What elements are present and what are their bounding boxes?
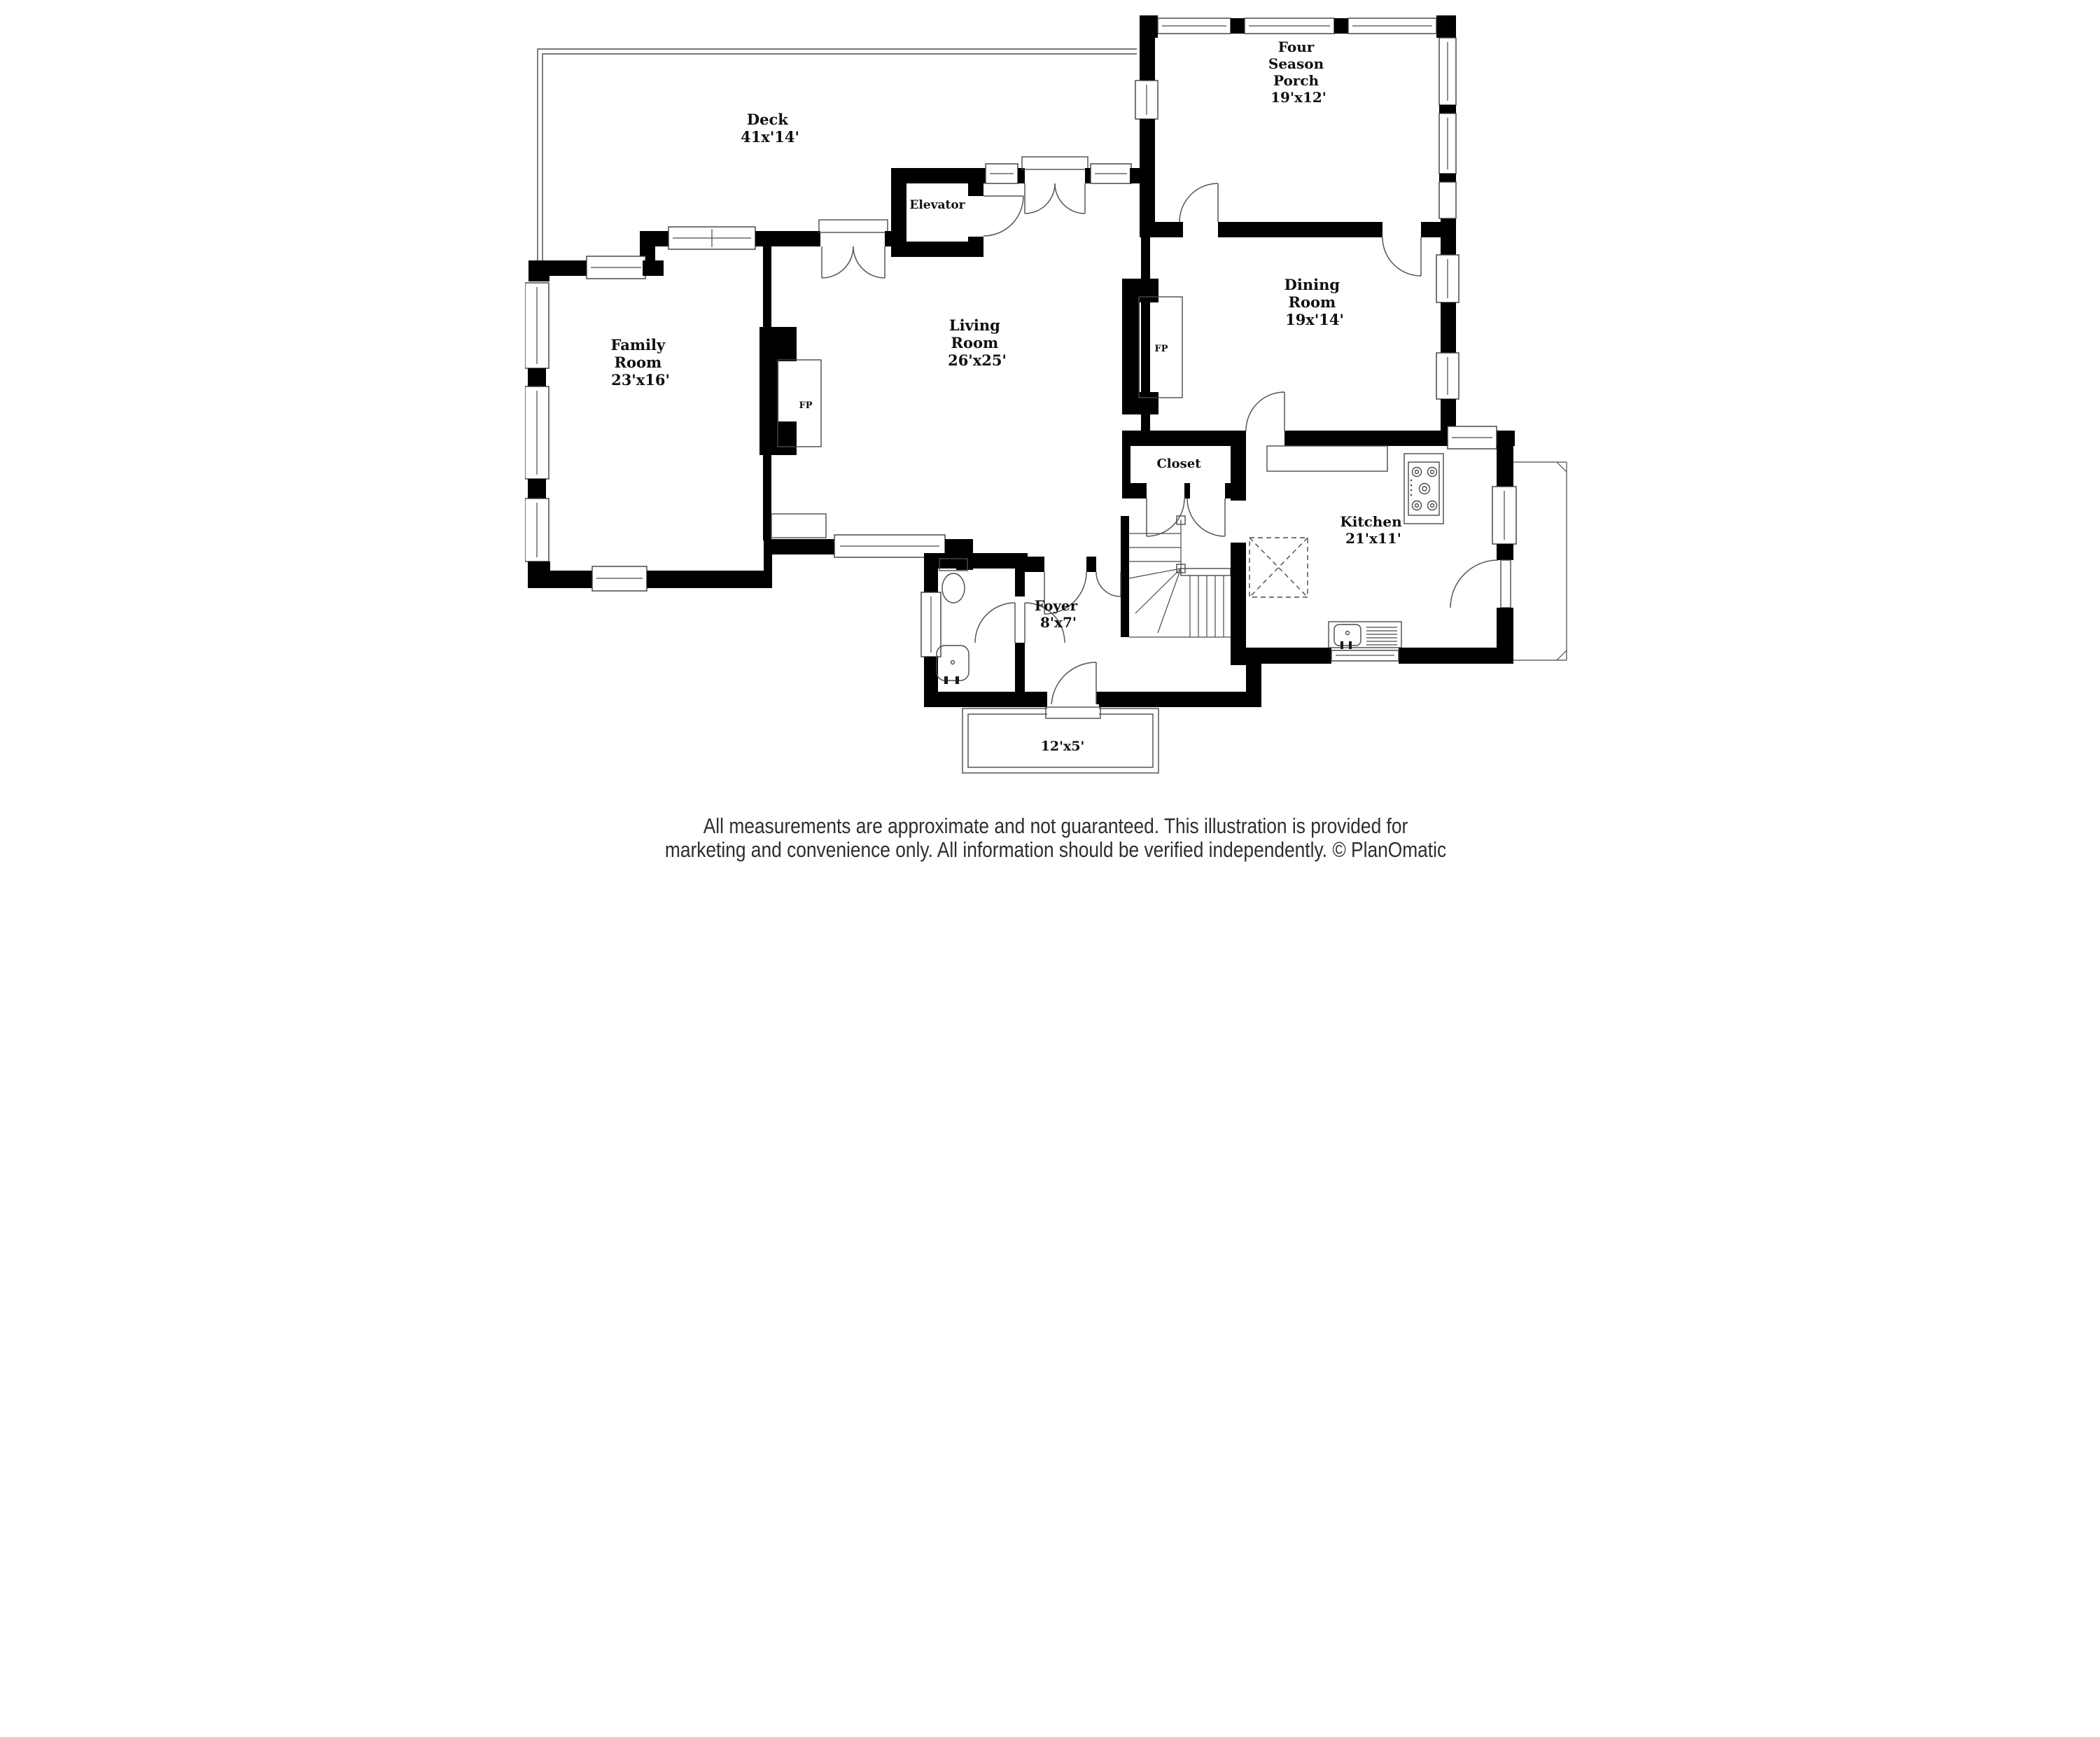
sink-icon — [1329, 622, 1401, 649]
closet-label: Closet — [1156, 456, 1201, 471]
family-name-2: Room — [614, 354, 662, 371]
door-swing — [975, 603, 1015, 643]
kitchen-room — [1246, 426, 1516, 664]
door-swing — [1187, 498, 1225, 536]
elevator-label: Elevator — [909, 198, 965, 212]
door-leaf — [1501, 560, 1511, 608]
stairs-icon — [1121, 516, 1246, 665]
deck-area — [538, 49, 1137, 260]
four-season-porch — [1135, 15, 1456, 234]
door-swing — [983, 196, 1023, 236]
porch-name-2: Season — [1268, 55, 1324, 72]
fireplace-icon — [760, 327, 821, 455]
dining-name-1: Dining — [1284, 276, 1340, 293]
living-name-2: Room — [951, 334, 999, 351]
deck-dims: 41x'14' — [741, 128, 799, 146]
door-swing — [1246, 392, 1284, 431]
deck-label — [741, 111, 799, 146]
living-name-1: Living — [948, 316, 1000, 334]
floor-plan-canvas — [525, 0, 1575, 868]
pantry-dashed-box — [1250, 538, 1308, 597]
disclaimer-line-2: marketing and convenience only. All information should be verified independently. © PlanOmatic — [664, 838, 1447, 863]
closet-room — [1122, 431, 1246, 536]
floor-plan-page — [525, 0, 1575, 868]
living-room — [640, 157, 1142, 540]
door-swing — [853, 246, 885, 278]
deck-outline — [538, 49, 1137, 260]
dining-dims: 19x'14' — [1285, 311, 1344, 328]
kitchen-label — [1340, 513, 1406, 547]
side-deck-area — [1513, 462, 1567, 660]
family-label — [610, 336, 670, 389]
door-swing — [1096, 572, 1121, 597]
family-room — [525, 256, 772, 591]
fireplace-icon — [1122, 279, 1182, 414]
family-dims: 23'x16' — [611, 371, 670, 389]
stair-rail — [1181, 568, 1231, 575]
cooktop-icon — [1404, 454, 1443, 524]
living-dims: 26'x25' — [948, 351, 1007, 369]
porch-label — [1268, 39, 1329, 106]
living-label — [948, 316, 1007, 369]
porch-dims: 19'x12' — [1270, 89, 1326, 106]
door-swing — [1450, 560, 1498, 608]
stoop-dims: 12'x5' — [1040, 739, 1085, 754]
foyer-dims: 8'x7' — [1040, 614, 1077, 631]
door-threshold — [1022, 157, 1088, 169]
dining-label — [1284, 276, 1345, 328]
kitchen-counter — [1267, 446, 1387, 471]
foyer-name: Foyer — [1034, 597, 1078, 614]
foyer-room — [928, 516, 1261, 707]
front-door-swing — [1051, 662, 1096, 707]
door-swing — [1025, 183, 1055, 214]
door-swing — [1055, 183, 1085, 214]
porch-name-1: Four — [1278, 39, 1315, 55]
porch-name-3: Porch — [1273, 72, 1320, 89]
hearth-box — [771, 514, 826, 538]
fireplace-label: FP — [1154, 344, 1168, 354]
door-swing — [1180, 183, 1218, 222]
bathroom-sink-icon — [937, 646, 969, 684]
door-swing — [1147, 498, 1184, 536]
door-swing — [822, 246, 853, 278]
disclaimer-line-1: All measurements are approximate and not guaranteed. This illustration is provided for — [703, 814, 1408, 839]
fireplace-label: FP — [799, 400, 813, 411]
deck-name: Deck — [746, 111, 788, 128]
disclaimer — [665, 814, 1446, 862]
family-name-1: Family — [610, 336, 666, 354]
kitchen-name: Kitchen — [1340, 513, 1402, 530]
dining-name-2: Room — [1288, 293, 1336, 311]
front-stoop — [962, 704, 1158, 773]
window — [1439, 182, 1456, 218]
door-threshold — [819, 220, 888, 232]
door-swing — [1382, 237, 1421, 276]
kitchen-dims: 21'x11' — [1345, 530, 1401, 547]
foyer-label — [1035, 597, 1082, 631]
